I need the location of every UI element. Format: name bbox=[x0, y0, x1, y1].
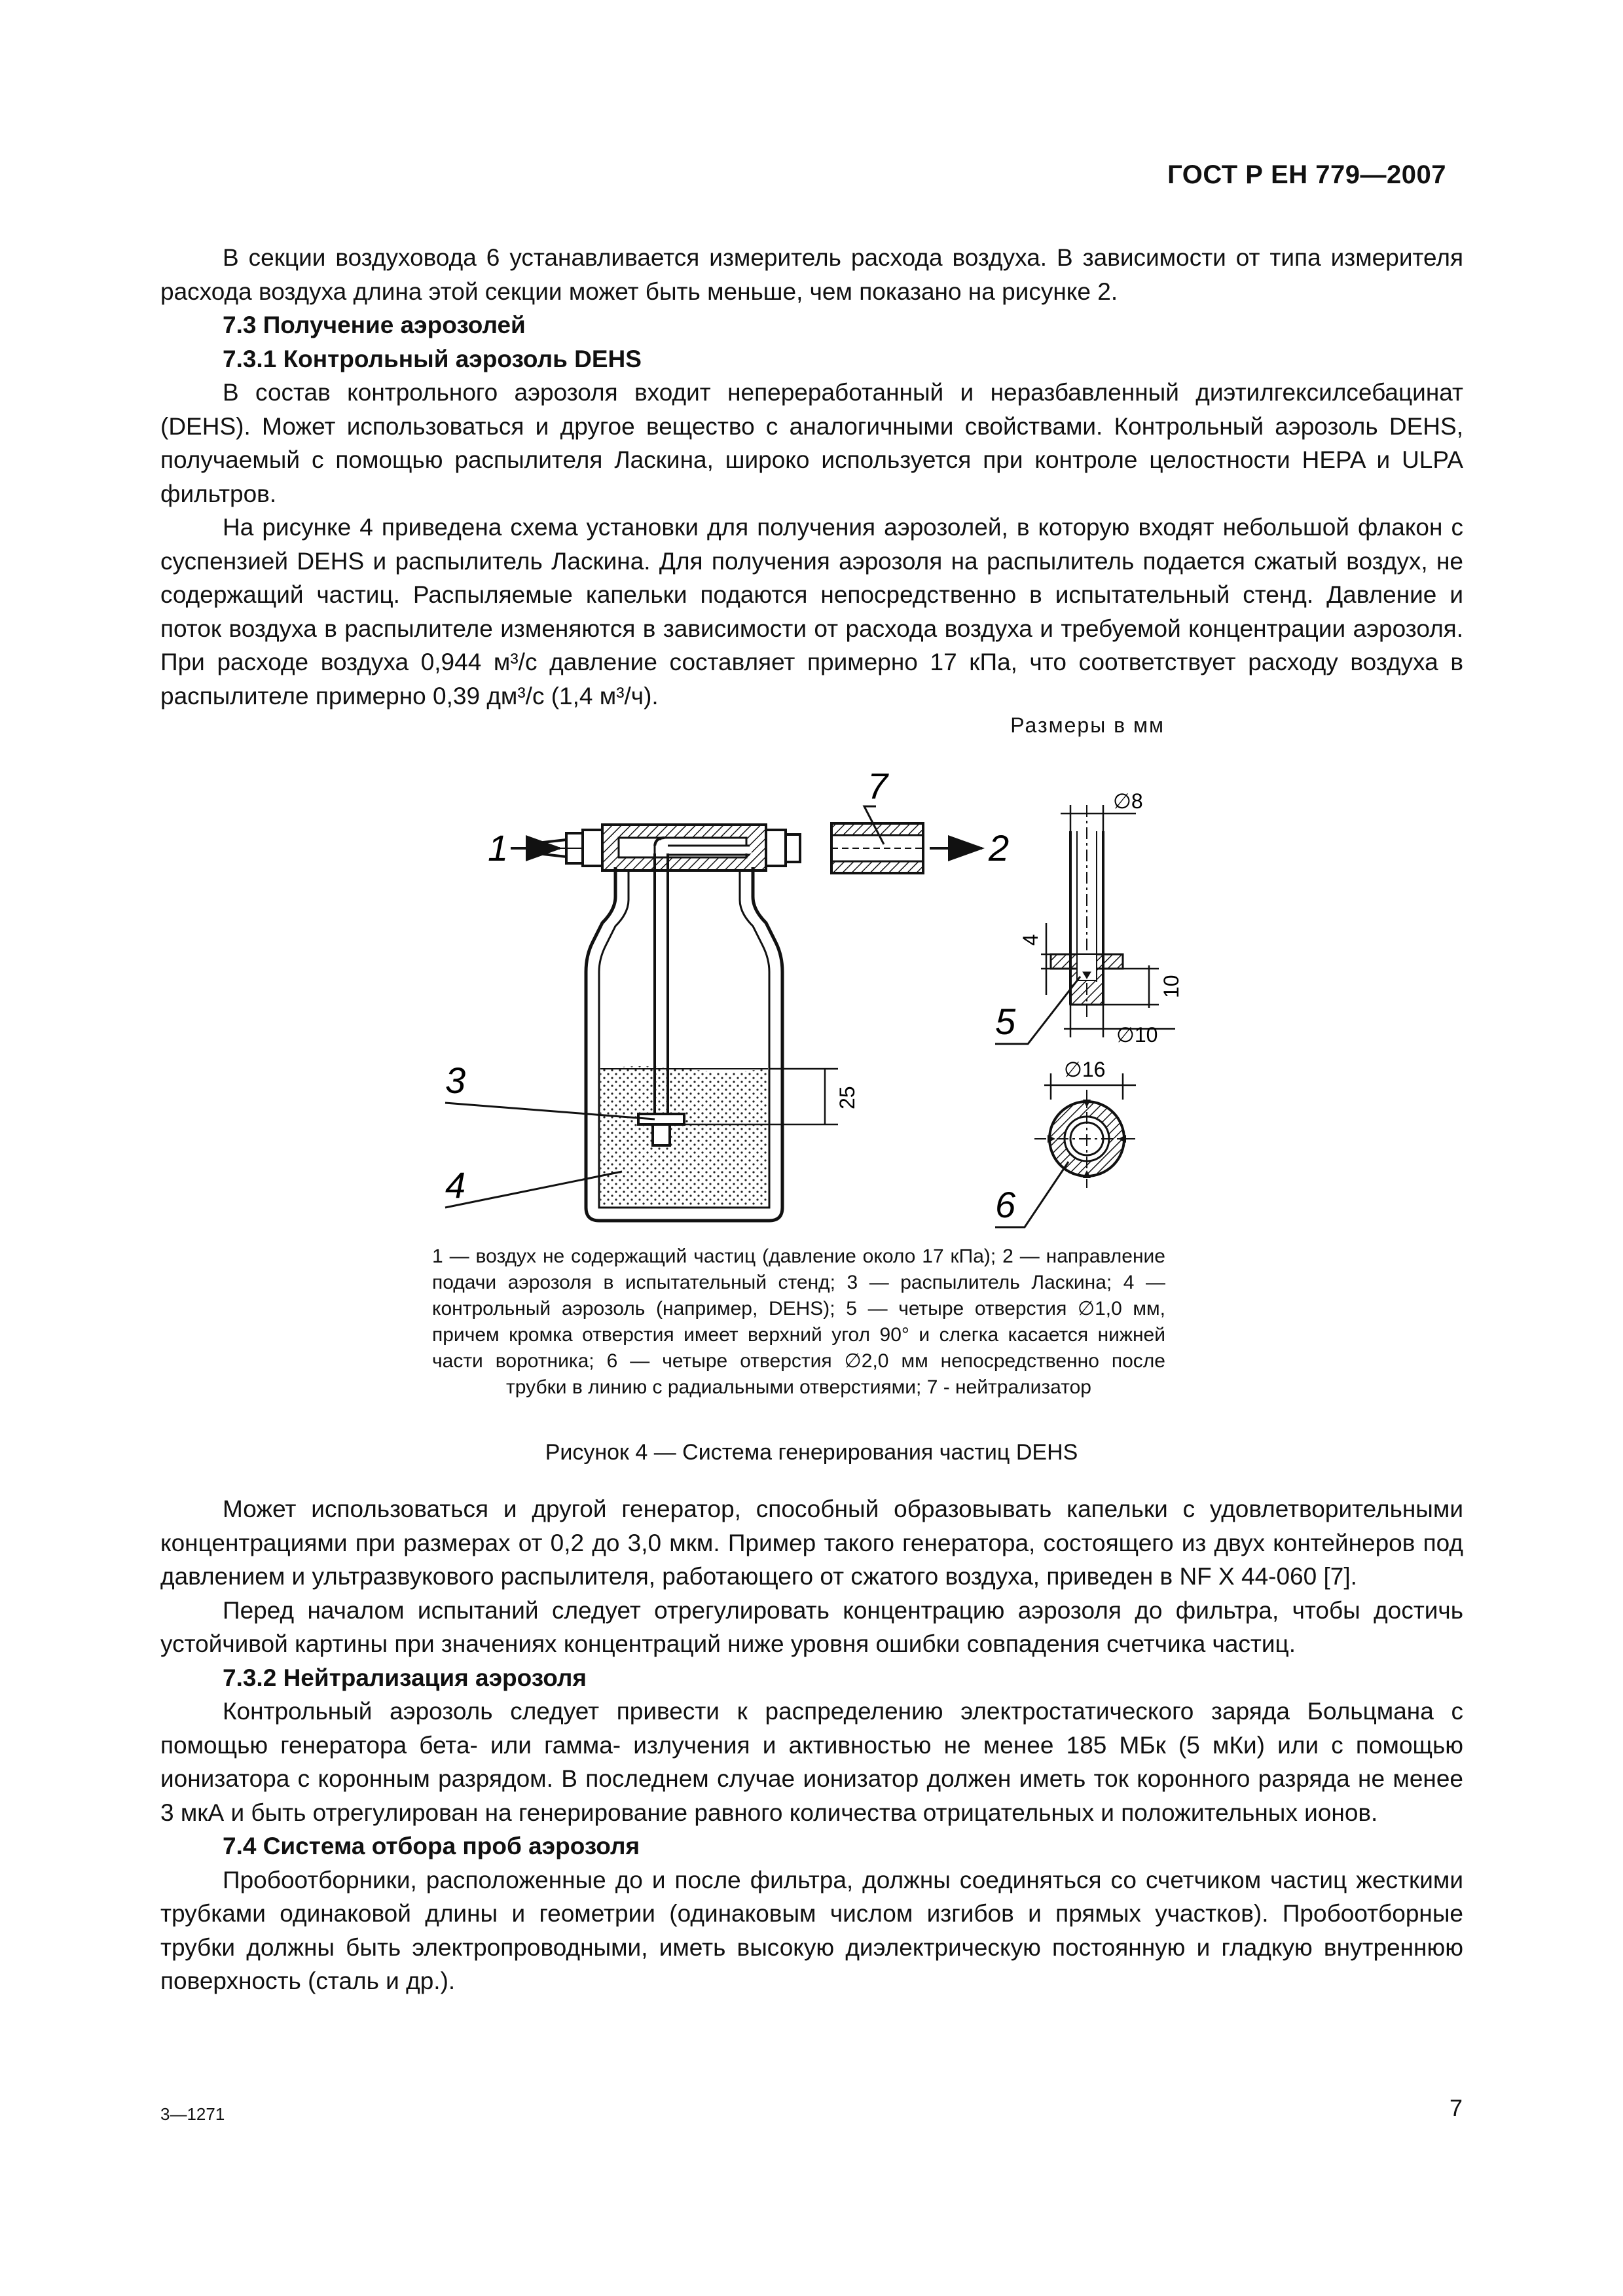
section-heading: 7.3.1 Контрольный аэрозоль DEHS bbox=[223, 345, 642, 372]
paragraph: Пробоотборники, расположенные до и после фильтра, должны соединяться со счетчиком частиц жесткими трубками одинаковой длины и геометрии (одинаковым числом изгибов и прямых участков). Пробоотборные трубки должны быть электропроводными, иметь высокую диэлектрическую постоянную и гладкую внутреннюю поверхность (сталь и др.). bbox=[160, 1866, 1463, 1994]
paragraph: На рисунке 4 приведена схема установки для получения аэрозолей, в которую входят небольшой флакон с суспензией DEHS и распылитель Ласкина. Для получения аэрозоля на распылитель подается сжатый воздух, не содержащий частиц. Распыляемые капельки подаются непосредственно в испытательный стенд. Давление и поток воздуха в распылителе изменяются в зависимости от расхода воздуха и требуемой концентрации аэрозоля. При расходе воздуха 0,944 м³/с давление составляет примерно 17 кПа, что соответствует расходу воздуха в распылителе примерно 0,39 дм³/с (1,4 м³/ч). bbox=[160, 514, 1463, 709]
paragraph: В состав контрольного аэрозоля входит непереработанный и неразбавленный диэтилгексилсебацинат (DEHS). Может использоваться и другое вещество с аналогичными свойствами. Контрольный аэрозоль DEHS, получаемый с помощью распылителя Ласкина, широко используется при контроле целостности HEPA и ULPA фильтров. bbox=[160, 379, 1463, 507]
nozzle-tip bbox=[653, 1124, 670, 1145]
dimension-h10: 10 bbox=[1159, 975, 1183, 998]
figure-label-4: 4 bbox=[445, 1164, 466, 1206]
text-block-top bbox=[160, 241, 1463, 713]
dimension-h4: 4 bbox=[1019, 934, 1042, 946]
paragraph: Контрольный аэрозоль следует привести к распределению электростатического заряда Больцмана с помощью генератора бета- или гамма- излучения и активностью не менее 185 МБк (5 мКи) или с помощью ионизатора с коронным разрядом. В последнем случае ионизатор должен иметь ток коронного разряда не менее 3 мкА и быть отрегулирован на генерирование равного количества отрицательных и положительных ионов. bbox=[160, 1698, 1463, 1826]
detail-collar-top-view bbox=[1034, 1073, 1139, 1188]
figure-caption: Рисунок 4 — Система генерирования частиц DEHS bbox=[545, 1440, 1078, 1465]
dimension-d16: ∅16 bbox=[1064, 1058, 1106, 1081]
dimension-d10: ∅10 bbox=[1116, 1023, 1158, 1047]
figure-label-7: 7 bbox=[867, 765, 888, 806]
detail-tube-section bbox=[1051, 805, 1123, 1021]
figure-4-diagram bbox=[367, 746, 1270, 1270]
dimension-d8: ∅8 bbox=[1113, 789, 1143, 813]
dimension-25-label: 25 bbox=[835, 1086, 859, 1109]
text-block-bottom bbox=[160, 1492, 1463, 1998]
diagram-svg bbox=[367, 746, 1270, 1270]
figure-label-1: 1 bbox=[488, 827, 509, 869]
paragraph: Перед началом испытаний следует отрегулировать концентрацию аэрозоля до фильтра, чтобы достичь устойчивой картины при значениях концентраций ниже уровня ошибки совпадения счетчика частиц. bbox=[160, 1596, 1463, 1657]
paragraph: Может использоваться и другой генератор, способный образовывать капельки с удовлетворительными концентрациями при размерах от 0,2 до 3,0 мкм. Пример такого генератора, состоящего из двух контейнеров под давлением и ультразвукового распылителя, работающего от сжатого воздуха, приведен в NF X 44-060 [7]. bbox=[160, 1496, 1463, 1590]
figure-label-2: 2 bbox=[989, 827, 1010, 869]
figure-legend: 1 — воздух не содержащий частиц (давление около 17 кПа); 2 — направление подачи аэрозоля в испытательный стенд; 3 — распылитель Ласкина; 4 — контрольный аэрозоль (например, DEHS); 5 — четыре отверстия ∅1,0 мм, причем кромка отверстия имеет верхний угол 90° и слегка касается нижней части воротника; 6 — четыре отверстия ∅2,0 мм непосредственно после трубки в линию с радиальными отверстиями; 7 - нейтрализатор bbox=[432, 1246, 1165, 1398]
figure-label-3: 3 bbox=[445, 1060, 466, 1101]
section-heading: 7.3 Получение аэрозолей bbox=[223, 312, 526, 338]
figure-label-5: 5 bbox=[995, 1001, 1016, 1042]
footer-code: 3—1271 bbox=[160, 2104, 225, 2124]
dimensions-note: Размеры в мм bbox=[1010, 713, 1165, 737]
aerosol-liquid bbox=[600, 1066, 768, 1206]
page-number: 7 bbox=[1449, 2094, 1463, 2121]
section-heading: 7.3.2 Нейтрализация аэрозоля bbox=[223, 1664, 587, 1691]
figure-label-6: 6 bbox=[995, 1184, 1016, 1225]
paragraph: В секции воздуховода 6 устанавливается измеритель расхода воздуха. В зависимости от типа измерителя расхода воздуха длина этой секции может быть меньше, чем показано на рисунке 2. bbox=[160, 244, 1463, 305]
section-heading: 7.4 Система отбора проб аэрозоля bbox=[223, 1833, 640, 1859]
document-header: ГОСТ Р ЕН 779—2007 bbox=[1167, 160, 1446, 189]
